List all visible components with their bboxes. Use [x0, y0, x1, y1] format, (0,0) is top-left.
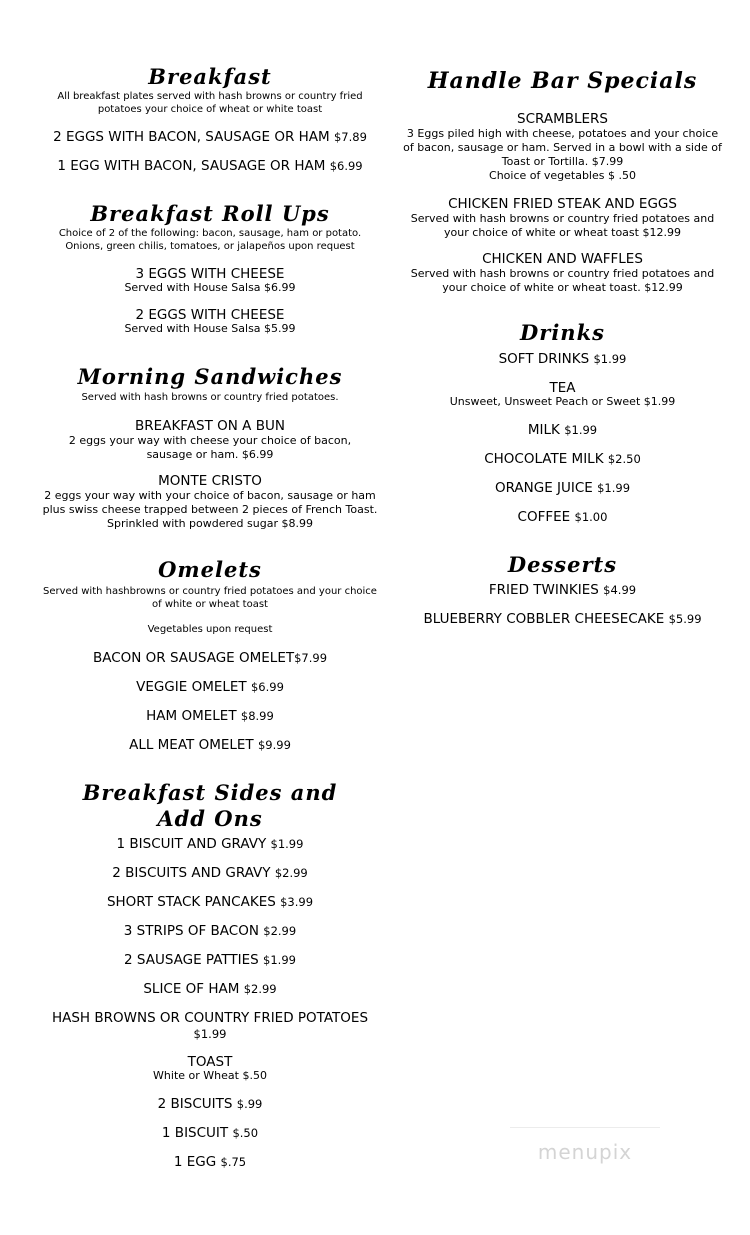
menu-item: BLUEBERRY COBBLER CHEESECAKE $5.99 [423, 611, 702, 627]
specials-heading: Handle Bar Specials [427, 68, 698, 94]
menu-item: 2 SAUSAGE PATTIES $1.99 [124, 952, 296, 968]
menu-item-name: BREAKFAST ON A BUN [135, 418, 285, 434]
menu-item: 2 BISCUITS $.99 [157, 1096, 263, 1112]
item-price: $1.99 [564, 423, 598, 437]
menu-item: SHORT STACK PANCAKES $3.99 [106, 894, 314, 910]
item-price: $8.99 [240, 709, 274, 723]
item-price: $1.00 [574, 510, 608, 524]
menu-item: 2 BISCUITS AND GRAVY $2.99 [112, 865, 308, 881]
menu-item: 1 BISCUIT $.50 [161, 1125, 259, 1141]
menu-item: HAM OMELET $8.99 [146, 708, 274, 724]
menu-item: SLICE OF HAM $2.99 [143, 981, 277, 997]
sides-heading-line1: Breakfast Sides and [82, 780, 338, 805]
menu-item-description: Served with hash browns or country fried potatoes and your choice of white or wheat toast. $12.99 [410, 267, 715, 294]
menu-item: 1 EGG WITH BACON, SAUSAGE OR HAM $6.99 [57, 158, 363, 174]
item-price: $4.99 [603, 583, 637, 597]
roll-ups-heading: Breakfast Roll Ups [90, 201, 330, 226]
omelets-note: Vegetables upon request [147, 624, 273, 635]
menu-item: MILK $1.99 [527, 422, 598, 438]
roll-ups-description: Choice of 2 of the following: bacon, sausage, ham or potato. Onions, green chilis, tomatoes, or jalapeños upon request [58, 228, 362, 252]
menu-item-sub: Served with House Salsa $5.99 [124, 322, 296, 335]
item-price: $3.99 [280, 895, 314, 909]
menu-item-name: CHICKEN FRIED STEAK AND EGGS [448, 196, 677, 212]
menu-item: CHOCOLATE MILK $2.50 [484, 451, 641, 467]
menu-item-name: MONTE CRISTO [158, 473, 262, 489]
item-price: $2.99 [263, 924, 297, 938]
item-price: $1.99 [593, 352, 627, 366]
item-price: $2.99 [243, 982, 277, 996]
sides-heading-line2: Add Ons [157, 806, 263, 831]
sandwiches-description: Served with hash browns or country fried potatoes. [81, 392, 339, 403]
menu-item: COFFEE $1.00 [517, 509, 608, 525]
menu-item: FRIED TWINKIES $4.99 [488, 582, 637, 598]
item-price: $1.99 [597, 481, 631, 495]
menu-item-description: 2 eggs your way with your choice of bacon, sausage or ham plus swiss cheese trapped between 2 pieces of French Toast. Sprinkled with powdered sugar $8.99 [42, 489, 378, 530]
menu-item-description: Served with hash browns or country fried potatoes and your choice of white or wheat toast $12.99 [410, 212, 715, 239]
breakfast-description: All breakfast plates served with hash browns or country fried potatoes your choice of wheat or white toast [57, 91, 363, 115]
item-price: $.75 [220, 1155, 247, 1169]
menu-item-name: 3 EGGS WITH CHEESE [135, 266, 285, 282]
menu-item: ORANGE JUICE $1.99 [494, 480, 631, 496]
item-price: $5.99 [668, 612, 702, 626]
drinks-heading: Drinks [520, 320, 605, 345]
omelets-description: Served with hashbrowns or country fried potatoes and your choice of white or wheat toast [43, 586, 377, 610]
item-price: $9.99 [257, 738, 291, 752]
item-price: $.50 [232, 1126, 259, 1140]
menu-item-description: 3 Eggs piled high with cheese, potatoes and your choice of bacon, sausage or ham. Served in a bowl with a side of Toast or Tortilla. $7.99 [403, 127, 722, 168]
desserts-heading: Desserts [507, 552, 618, 577]
item-price: $2.50 [607, 452, 641, 466]
item-price: $6.99 [250, 680, 284, 694]
menu-item-name: TOAST [187, 1054, 233, 1070]
item-price: $7.89 [333, 130, 367, 144]
item-price: $1.99 [193, 1027, 227, 1041]
menu-item-name: SCRAMBLERS [517, 111, 608, 127]
menu-item: 1 BISCUIT AND GRAVY $1.99 [116, 836, 304, 852]
menu-item-name: CHICKEN AND WAFFLES [482, 251, 643, 267]
menu-item-sub: Served with House Salsa $6.99 [124, 281, 296, 294]
menu-item-name: 2 EGGS WITH CHEESE [135, 307, 285, 323]
menu-item-sub: White or Wheat $.50 [153, 1069, 267, 1082]
omelets-heading: Omelets [158, 557, 262, 582]
menu-item-description: 2 eggs your way with cheese your choice of bacon, sausage or ham. $6.99 [68, 434, 352, 461]
watermark-rule [510, 1127, 660, 1128]
item-price: $2.99 [274, 866, 308, 880]
menu-item-extra: Choice of vegetables $ .50 [489, 169, 636, 182]
menu-item: 1 EGG $.75 [173, 1154, 247, 1170]
menu-item: ALL MEAT OMELET $9.99 [129, 737, 291, 753]
menu-item-name: TEA [549, 380, 576, 396]
menu-item: SOFT DRINKS $1.99 [498, 351, 627, 367]
menu-item: 2 EGGS WITH BACON, SAUSAGE OR HAM $7.89 [53, 129, 367, 145]
item-price: $6.99 [329, 159, 363, 173]
item-price: $1.99 [270, 837, 304, 851]
item-price: $.99 [236, 1097, 263, 1111]
breakfast-heading: Breakfast [148, 64, 272, 89]
menu-item-sub: Unsweet, Unsweet Peach or Sweet $1.99 [449, 395, 676, 408]
menu-item: BACON OR SAUSAGE OMELET$7.99 [92, 650, 328, 666]
item-price: $1.99 [263, 953, 296, 967]
menu-item: VEGGIE OMELET $6.99 [136, 679, 284, 695]
menu-item: 3 STRIPS OF BACON $2.99 [123, 923, 297, 939]
menu-item-name: HASH BROWNS OR COUNTRY FRIED POTATOES [51, 1010, 369, 1026]
sandwiches-heading: Morning Sandwiches [77, 364, 343, 389]
watermark-logo: menupix [537, 1140, 633, 1164]
item-price: $7.99 [294, 651, 328, 665]
